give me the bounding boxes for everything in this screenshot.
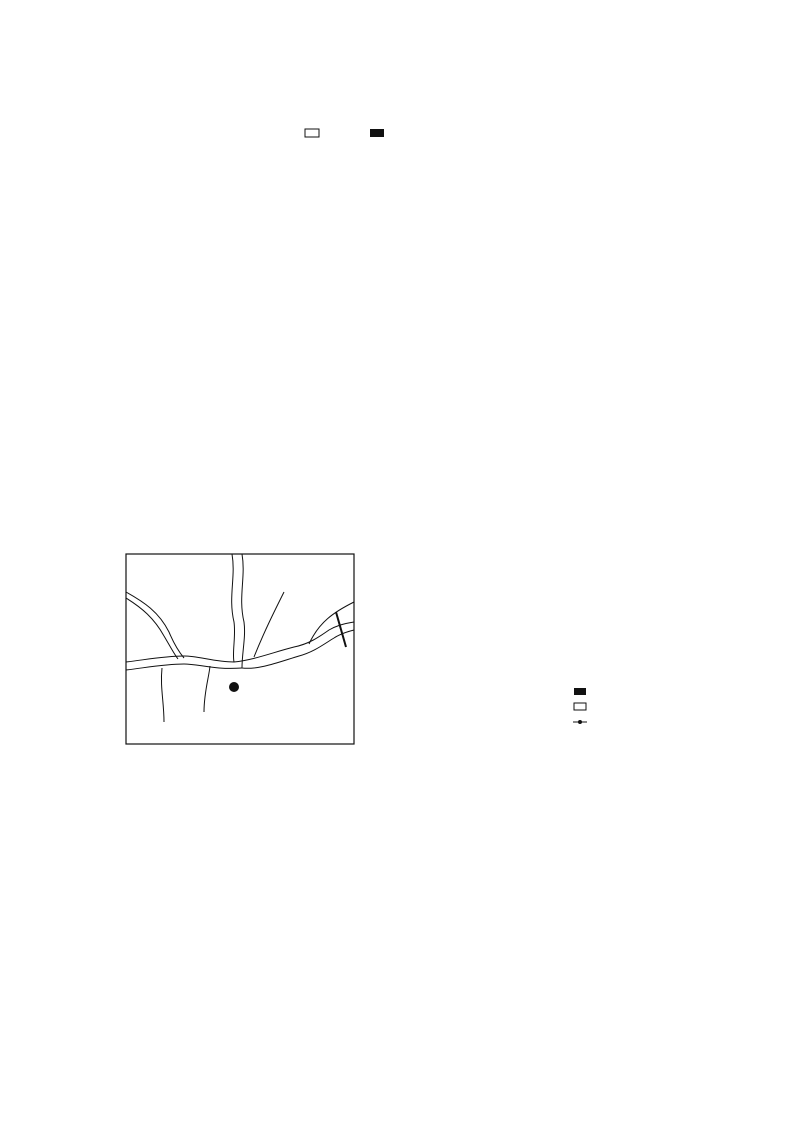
figure-5-map [124,552,364,767]
legend-swatch-fir [305,129,319,137]
figure-6-chart [374,548,664,770]
legend-swatch-flood [574,703,586,710]
legend-swatch-larch [370,129,384,137]
fig6-legend [573,688,587,724]
tongguan-dot [229,682,239,692]
figure-4-chart [218,125,583,290]
legend-swatch-nonflood [574,688,586,695]
fig4-legend [305,129,384,137]
map-frame [126,554,354,744]
legend-swatch-elev-dot [578,720,582,724]
